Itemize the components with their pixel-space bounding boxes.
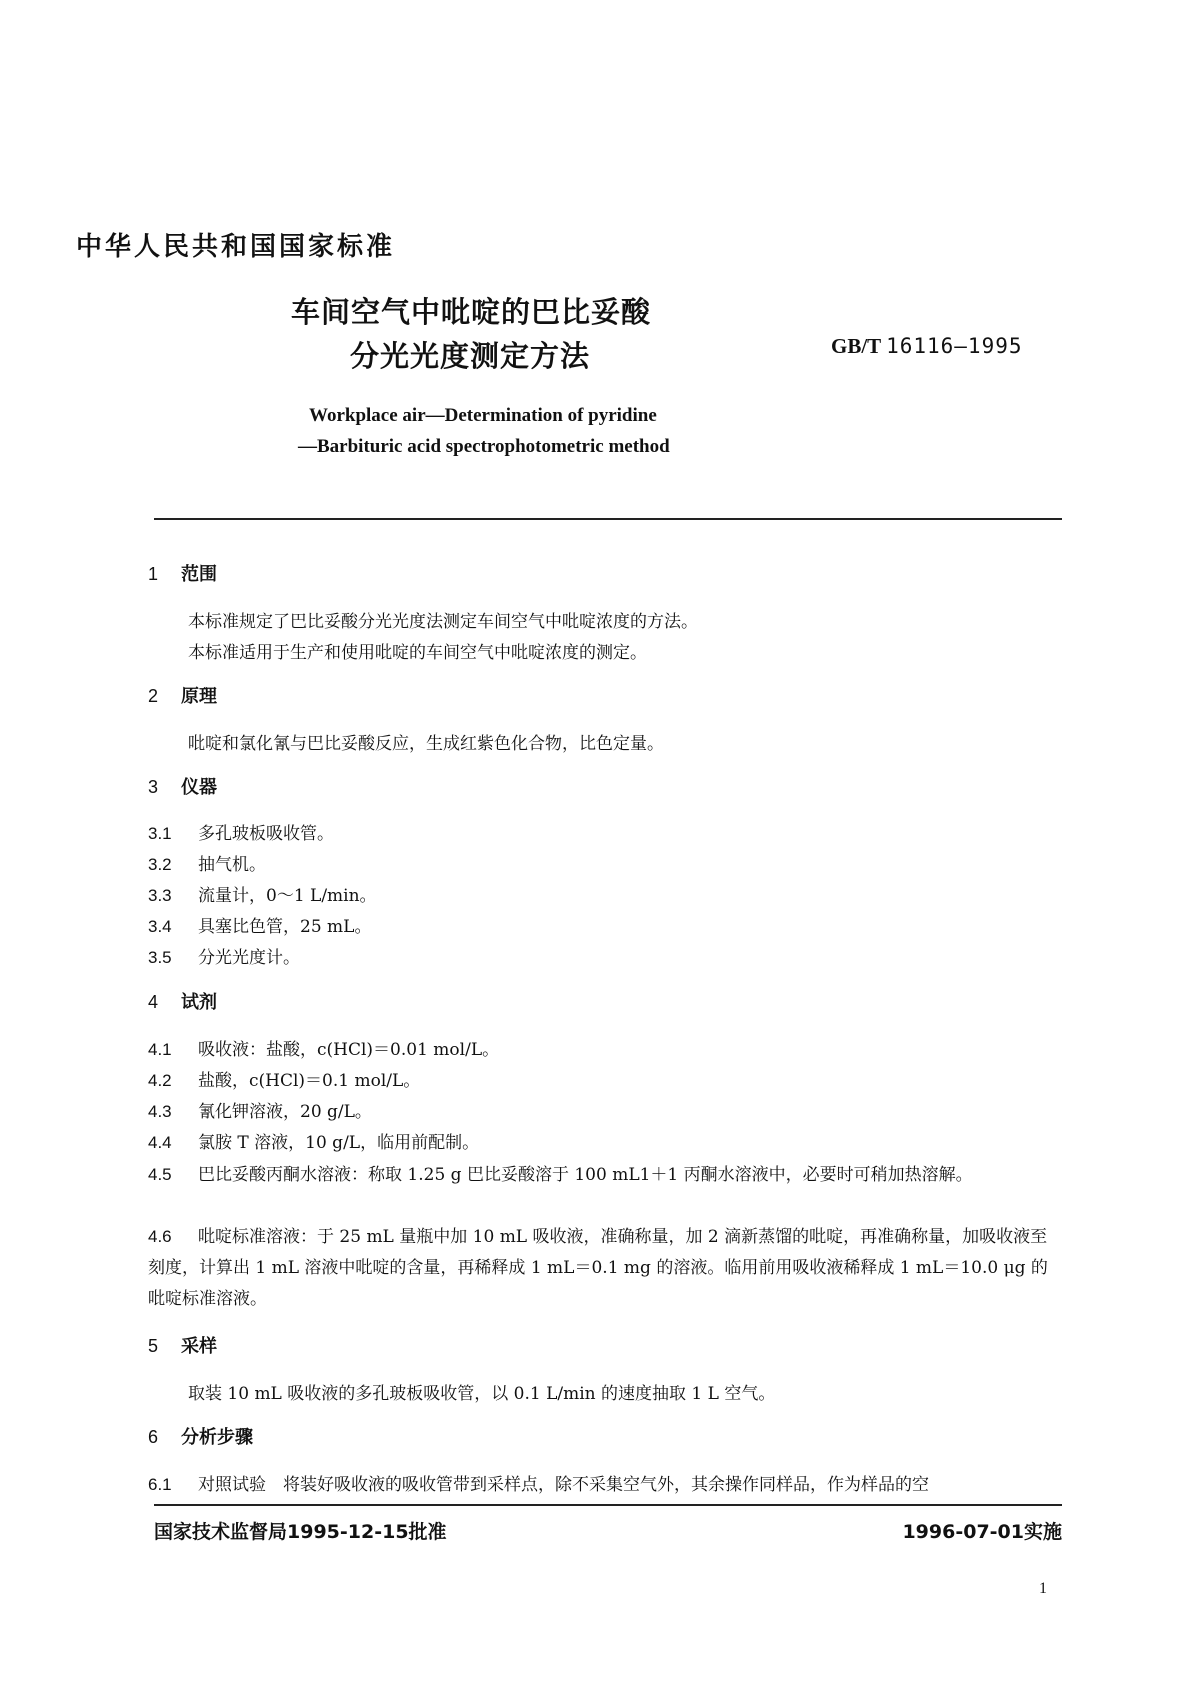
section-number: 2	[148, 686, 159, 706]
national-standard-title: 中华人民共和国国家标准	[75, 232, 395, 262]
approval-note: 国家技术监督局1995-12-15批准	[154, 1521, 447, 1543]
list-item-4-2: 4.2 盐酸，c(HCl)＝0.1 mol/L。	[148, 1071, 421, 1091]
list-item-3-1: 3.1 多孔玻板吸收管。	[148, 824, 334, 844]
section-title: 采样	[181, 1336, 217, 1357]
section-title: 原理	[181, 686, 217, 707]
chinese-title-line-2: 分光光度测定方法	[350, 339, 591, 373]
english-title-line-2: —Barbituric acid spectrophotometric method	[298, 436, 670, 457]
list-item-4-6: 4.6 吡啶标准溶液：于 25 mL 量瓶中加 10 mL 吸收液，准确称量，加 2 滴新蒸馏的吡啶，再准确称量，加吸收液至刻度，计算出 1 mL 溶液中吡啶的含量，再稀释成 1 mL＝0.1 mg 的溶液。临用前用吸收液稀释成 1 mL＝10.0 μg 的吡啶标准溶液。	[148, 1227, 1048, 1309]
list-item-4-4: 4.4 氯胺 T 溶液，10 g/L，临用前配制。	[148, 1133, 480, 1153]
section-1-paragraph-1: 本标准规定了巴比妥酸分光光度法测定车间空气中吡啶浓度的方法。	[188, 612, 698, 632]
section-6-heading	[148, 1423, 253, 1449]
section-title: 试剂	[181, 992, 217, 1013]
section-title: 分析步骤	[181, 1427, 253, 1448]
section-number: 1	[148, 564, 159, 584]
section-3-heading	[148, 773, 217, 799]
footer-divider	[154, 1504, 1062, 1506]
section-1-paragraph-2: 本标准适用于生产和使用吡啶的车间空气中吡啶浓度的测定。	[188, 643, 647, 663]
list-item-3-4: 3.4 具塞比色管，25 mL。	[148, 917, 372, 937]
section-title: 仪器	[181, 777, 217, 798]
standard-code	[831, 334, 1023, 359]
chinese-title-line-1: 车间空气中吡啶的巴比妥酸	[291, 295, 652, 329]
section-5-paragraph-1: 取装 10 mL 吸收液的多孔玻板吸收管，以 0.1 L/min 的速度抽取 1 L 空气。	[188, 1384, 776, 1404]
section-5-heading	[148, 1332, 217, 1358]
header-divider	[154, 518, 1062, 520]
section-1-heading	[148, 560, 217, 586]
section-number: 5	[148, 1336, 159, 1356]
standard-prefix: GB/T	[831, 334, 881, 358]
list-item-4-1: 4.1 吸收液：盐酸，c(HCl)＝0.01 mol/L。	[148, 1040, 500, 1060]
list-item-4-5: 4.5 巴比妥酸丙酮水溶液：称取 1.25 g 巴比妥酸溶于 100 mL1＋1 丙酮水溶液中，必要时可稍加热溶解。	[148, 1165, 973, 1185]
list-item-3-5: 3.5 分光光度计。	[148, 948, 300, 968]
section-2-heading	[148, 682, 217, 708]
section-title: 范围	[181, 564, 217, 585]
section-2-paragraph-1: 吡啶和氯化氰与巴比妥酸反应，生成红紫色化合物，比色定量。	[188, 734, 664, 754]
list-item-6-1: 6.1 对照试验 将装好吸收液的吸收管带到采样点，除不采集空气外，其余操作同样品，作为样品的空	[148, 1475, 929, 1495]
standard-number: 16116—1995	[886, 334, 1023, 358]
section-4-heading	[148, 988, 217, 1014]
section-number: 4	[148, 992, 159, 1012]
list-item-4-3: 4.3 氰化钾溶液，20 g/L。	[148, 1102, 372, 1122]
list-item-3-3: 3.3 流量计，0～1 L/min。	[148, 886, 377, 906]
page-number: 1	[1039, 1580, 1047, 1597]
list-item-3-2: 3.2 抽气机。	[148, 855, 266, 875]
section-number: 6	[148, 1427, 159, 1447]
section-number: 3	[148, 777, 159, 797]
effective-date: 1996-07-01实施	[902, 1521, 1062, 1543]
english-title-line-1: Workplace air—Determination of pyridine	[309, 405, 657, 426]
